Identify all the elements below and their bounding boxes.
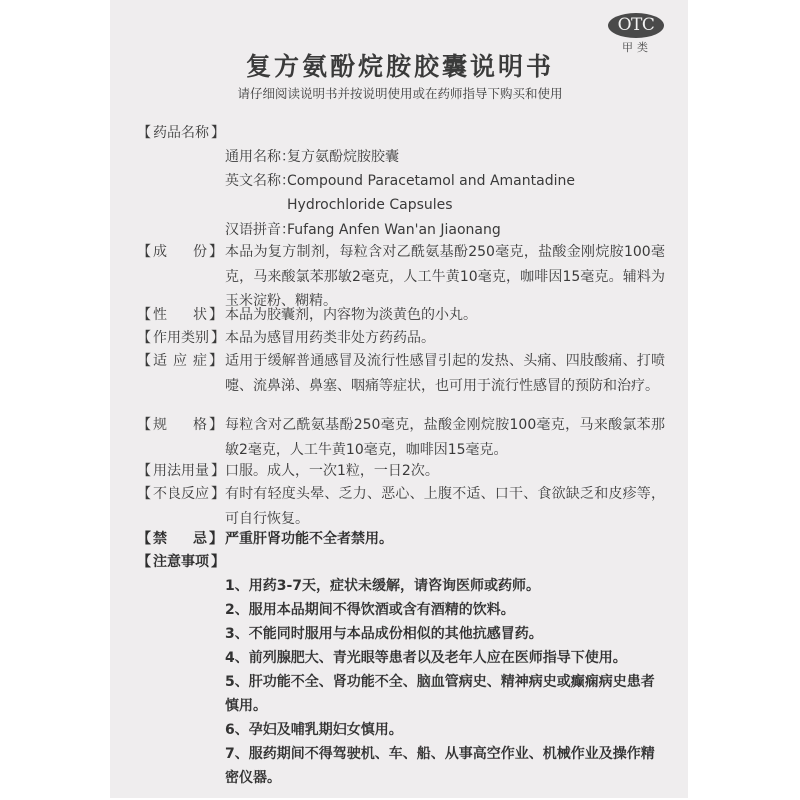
document-title: 复方氨酚烷胺胶囊说明书 [245,52,554,81]
contraindications-text: 严重肝肾功能不全者禁用。 [225,531,393,547]
precaution-item-5: 5、肝功能不全、肾功能不全、脑血管病史、精神病史或癫痫病史患者慎用。 [225,674,655,714]
section-label-contraindications: 【 禁 忌 】 [137,531,223,547]
otc-badge: OTC [608,13,664,38]
specification-text: 每粒含对乙酰氨基酚250毫克，盐酸金刚烷胺100毫克，马来酸氯苯那敏2毫克，人工牛黄10毫克，咖啡因15毫克。 [225,417,665,458]
section-label-ingredients: 【 成 份 】 [137,244,223,260]
section-label-drug-name: 【 药品名称 】 [137,125,225,141]
document-subtitle: 请仔细阅读说明书并按说明使用或在药师指导下购买和使用 [237,86,563,101]
section-label-precautions: 【 注意事项 】 [137,554,225,570]
english-name-row: 英文名称：Compound Paracetamol and Amantadine Hydrochloride Capsules [225,173,575,213]
precaution-item-6: 6、孕妇及哺乳期妇女慎用。 [225,722,403,738]
ingredients-text: 本品为复方制剂，每粒含对乙酰氨基酚250毫克，盐酸金刚烷胺100毫克，马来酸氯苯那敏2毫克，人工牛黄10毫克，咖啡因15毫克。辅料为玉米淀粉、糊精。 [225,244,665,309]
dosage-text: 口服。成人，一次1粒，一日2次。 [225,463,439,479]
pinyin-name-row: 汉语拼音：Fufang Anfen Wan'an Jiaonang [225,222,501,238]
section-label-properties: 【 性 状 】 [137,307,223,323]
section-label-indications: 【 适 应 症 】 [137,353,223,369]
precaution-item-3: 3、不能同时服用与本品成份相似的其他抗感冒药。 [225,626,543,642]
section-label-adverse: 【 不良反应 】 [137,486,225,502]
precaution-item-4: 4、前列腺肥大、青光眼等患者以及老年人应在医师指导下使用。 [225,650,627,666]
category-text: 本品为感冒用药类非处方药药品。 [225,330,435,346]
properties-text: 本品为胶囊剂，内容物为淡黄色的小丸。 [225,307,477,323]
indications-text: 适用于缓解普通感冒及流行性感冒引起的发热、头痛、四肢酸痛、打喷嚏、流鼻涕、鼻塞、咽痛等症状，也可用于流行性感冒的预防和治疗。 [225,353,665,394]
section-label-dosage: 【 用法用量 】 [137,463,225,479]
precaution-item-1: 1、用药3-7天，症状未缓解，请咨询医师或药师。 [225,578,541,594]
generic-name-row: 通用名称：复方氨酚烷胺胶囊 [225,149,399,165]
section-label-specification: 【 规 格 】 [137,417,223,433]
otc-class-label: 甲类 [622,41,652,54]
precaution-item-2: 2、服用本品期间不得饮酒或含有酒精的饮料。 [225,602,515,618]
adverse-text: 有时有轻度头晕、乏力、恶心、上腹不适、口干、食欲缺乏和皮疹等，可自行恢复。 [225,486,665,527]
section-label-category: 【 作用类别 】 [137,330,225,346]
precaution-item-7: 7、服药期间不得驾驶机、车、船、从事高空作业、机械作业及操作精密仪器。 [225,746,655,786]
